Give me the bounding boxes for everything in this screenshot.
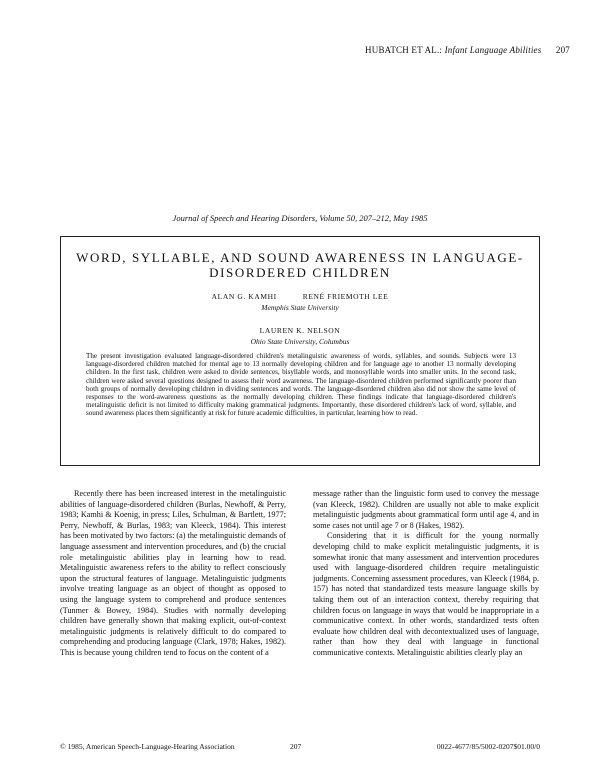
running-head (330, 45, 570, 55)
journal-citation: Journal of Speech and Hearing Disorders, Volume 50, 207–212, May 1985 (172, 213, 428, 223)
running-head-authors: HUBATCH ET AL.: (365, 45, 443, 55)
abstract-text: The present investigation evaluated language-disordered children's metalinguistic awareness of words, syllables, and sounds. Subjects were 13 language-disordered children matched for mental age to 13 normally developing children and for language age to another 13 normally developing children. In the first task, children were asked to divide sentences, bisyllable words, and monosyllable words into smaller units. In the second task, children were asked several questions designed to assess their word awareness. The language-disordered children performed significantly poorer than both groups of normally developing children in dividing sentences and words. The language-disordered children also did not show the same level of responses to the word-awareness questions as the normally developing children. These findings indicate that language-disordered children's metalinguistic deficit is not limited to difficulty making grammatical judgments. Importantly, these disordered children's lack of word, syllable, and sound awareness places them significantly at risk for future academic difficulties, in particular, learning how to read. (86, 352, 516, 418)
body-paragraph: message rather than the linguistic form used to convey the message (van Kleeck, 1982). Children are usually not able to make explicit metalinguistic judgments about grammatical form until age 4, and in some cases not until age 7 or 8 (Hakes, 1982). (313, 489, 539, 530)
body-paragraph: Considering that it is difficult for the young normally developing child to make explicit metalinguistic judgments, it is somewhat ironic that many assessment and intervention procedures used with language-disordered children require metalinguistic judgments. Concerning assessment procedures, van Kleeck (1984, p. 157) has noted that standardized tests measure language skills by taking them out of an interaction context, thereby requiring that children focus on language in ways that would be inappropriate in a communicative context. In other words, standardized tests often evaluate how children deal with decontextualized uses of language, rather than how they deal with language in functional communicative contexts. Metalinguistic abilities clearly play an (313, 531, 539, 657)
body-paragraph: Recently there has been increased interest in the metalinguistic abilities of language-disordered children (Burlas, Newhoff, & Perry, 1983; Kamhi & Koenig, in press; Liles, Schulman, & Bartlett, 1977; Perry, Newhoff, & Burlas, 1983; van Kleeck, 1984). This interest has been motivated by two factors: (a) the metalinguistic demands of language assessment and intervention procedures, and (b) the crucial role metalinguistic abilities play in learning how to read. Metalinguistic awareness refers to the ability to reflect consciously upon the structural features of language. Metalinguistic judgments involve treating language as an object of thought as opposed to using the language system to comprehend and produce sentences (Tunmer & Bowey, 1984). Studies with normally developing children have generally shown that making explicit, out-of-context metalinguistic judgments is relatively difficult to do compared to comprehending and producing language (Clark, 1978; Hakes, 1982). This is because young children tend to focus on the content of a (60, 489, 286, 657)
running-head-title: Infant Language Abilities (444, 45, 542, 55)
running-head-page: 207 (555, 45, 570, 55)
authors-line (72, 292, 528, 301)
author-3: LAUREN K. NELSON (259, 326, 341, 335)
affiliation-2: Ohio State University, Columbus (250, 337, 350, 346)
article-title: WORD, SYLLABLE, AND SOUND AWARENESS IN LANGUAGE-DISORDERED CHILDREN (76, 250, 524, 280)
body-left-column (60, 489, 286, 741)
footer-code: 0022-4677/85/5002-0207$01.00/0 (436, 742, 540, 751)
footer-copyright: © 1985, American Speech-Language-Hearing Association (60, 742, 235, 751)
affiliation-1: Memphis State University (261, 303, 339, 312)
footer-page-number: 207 (290, 742, 302, 751)
author-2: RENÉ FRIEMOTH LEE (302, 292, 389, 301)
body-right-column (313, 489, 539, 741)
author-1: ALAN G. KAMHI (211, 292, 277, 301)
